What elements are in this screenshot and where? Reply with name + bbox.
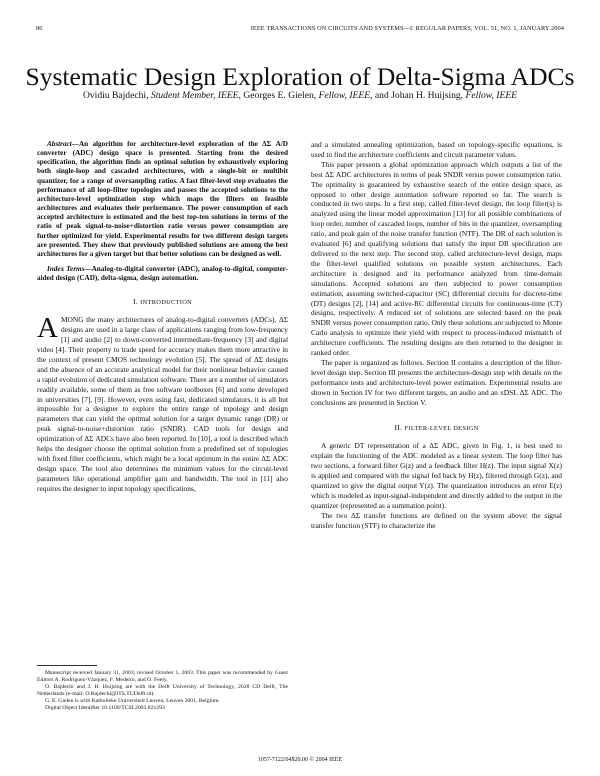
intro-paragraph-approach: This paper presents a global optimization approach which outputs a list of the best ΔΣ ADC architectures in terms of peak SNDR versus power consumption ratio. The optimality is guaranteed by exhaustive search of the entire design space, as opposed to other design automation software reported so far. The search is conducted in two steps. In a first step, called filter-level design, the loop filter(s) is analyzed using the linear model approximation [13] for all possible combinations of loop order, number of cascaded loops, number of bits in the quantizer, oversampling ratio, and peak gain of the noise transfer function (NTF). The DR of each solution is evaluated [6] and qualifying solutions that satisfy the input DR specification are delivered to the next step. The second step, called architecture-level design, maps the filter-level qualified solutions on possible system architectures. Each architecture is designed and its performance analyzed from time-domain simulations. Accepted solutions are then subjected to power consumption estimation, assuming switched-capacitor (SC) differential circuits for discrete-time (DT) designs [2], [14] and active-RC differential circuits for continuous-time (CT) designs, respectively. A reduced set of solutions are selected based on the peak SNDR versus power consumption ratio. Only these solutions are subjected to Monte Carlo analysis to optimize their yield with respect to process-induced mismatch of architecture coefficients. The resulting designs are then returned to the designer in ranked order.: [311, 159, 562, 358]
copyright-code: 1057-7122/04$20.00 © 2004 IEEE: [257, 757, 343, 763]
section-1-heading: [37, 297, 288, 308]
section-1-numeral: I.: [132, 297, 138, 307]
author-2-name: Georges E. Gielen,: [243, 90, 317, 101]
author-line: [20, 90, 580, 102]
filter-level-paragraph-1: A generic DT representation of a ΔΣ ADC, given in Fig. 1, is best used to explain the functioning of the ADC modeled as a linear system. The loop filter has two sections, a forward filter G(z) and a feedback filter H(z). The input signal X(z) is applied and compared with the signal fed back by H(z), filtered through G(z), and quantized to give the digital output Y(z). The quantization introduces an error E(z) which is modeled as input-signal-independent and directly added to the output in the quantizer (represented as a summation point).: [311, 441, 562, 510]
author-conjunction: and: [374, 90, 389, 101]
author-2-affiliation: Fellow, IEEE,: [318, 90, 373, 101]
page-number: 86: [36, 25, 43, 32]
filter-level-paragraph-2: The two ΔΣ transfer functions are defined on the system above: the signal transfer function (STF) to characterize the: [311, 510, 562, 530]
footnote: [37, 665, 288, 712]
index-terms: [37, 265, 288, 283]
index-terms-label: Index Terms—: [47, 265, 92, 274]
footnote-received: Manuscript received January 31, 2003; revised October 1, 2003. This paper was recommended by Guest Editors A. Rodríguez-Vázquez, F. Medeiro, and O. Feely.: [37, 670, 288, 683]
section-2-heading: [311, 423, 562, 434]
section-1-title: INTRODUCTION: [140, 299, 193, 307]
drop-cap: A: [37, 312, 58, 345]
author-1-name: Ovidiu Bajdechi,: [82, 90, 149, 101]
journal-header: IEEE TRANSACTIONS ON CIRCUITS AND SYSTEMS—I: REGULAR PAPERS, VOL. 51, NO. 1, JANUARY 2004: [250, 25, 564, 32]
author-3-affiliation: Fellow, IEEE: [465, 90, 518, 101]
running-head: [36, 25, 564, 35]
abstract-text: An algorithm for architecture-level exploration of the ΔΣ A/D converter (ADC) design space is presented. Starting from the desired specification, the algorithm finds an optimal solution by exhaustively exploring both single-loop and cascaded architectures, with a single-bit or multibit quantizer, for a range of oversampling ratios. A fast filter-level step evaluates the performance of all loop-filter topologies and passes the accepted solutions to the architecture-level optimization step which maps the filters on feasible architectures and evaluates their performance. The power consumption of each accepted architecture is estimated and the best top-ten solutions in terms of the ratio of peak signal-to-noise+distortion ratio versus power consumption are further optimized for yield. Experimental results for two different design targets are presented. They show that previously published solutions are among the best architectures for a given target but that better solutions can be designed as well.: [37, 140, 288, 258]
footnote-doi: Digital Object Identifier 10.1109/TCSI.2003.821293: [45, 705, 165, 711]
intro-text: MONG the many architectures of analog-to-digital converters (ADCs), ΔΣ designs are used in a large class of applications ranging from low-frequency [1] and audio [2] to down-converted intermediate-frequency [3] and digital video [4]. Their property to trade speed for accuracy makes them more attractive in the context of present CMOS technology evolution [5]. The spread of ΔΣ designs and the absence of an accurate analytical model for their nonlinear behavior caused a rapid evolution of dedicated simulation software. There are a number of simulators readily available, some of them as free software toolboxes [6] and some developed in universities [7], [9]. However, even using fast, dedicated simulators, it is all but impossible for a designer to explore the entire range of topology and design parameters that can yield the optimal solution for a target dynamic range (DR) or peak signal-to-noise+distortion ratio (SNDR). CAD tools for design and optimization of ΔΣ ADCs have also been reported. In [10], a tool is described which helps the designer choose the optimal solution from a predefined set of topologies with fixed filter coefficients, which might be a local optimum in the entire ΔΣ ADC design space. The tool also determines the minimum values for the circuit-level parameters like operational amplifier gain and bandwidth. The tool in [11] also requires the designer to input topology specifications,: [37, 315, 288, 493]
section-2-title: FILTER-LEVEL DESIGN: [404, 425, 479, 433]
footnote-affiliation-2: G. E. Gielen is with Katholieke Universiteit Leuven, Leuven 3001, Belgium.: [45, 698, 220, 704]
abstract: [37, 140, 288, 259]
author-3-name: Johan H. Huijsing,: [391, 90, 464, 101]
index-terms-text: Analog-to-digital converter (ADC), analog-to-digital, computer-aided design (CAD), delta-sigma, design automation.: [37, 265, 288, 283]
right-column: [311, 140, 562, 531]
section-2-numeral: II.: [394, 423, 403, 433]
author-1-affiliation: Student Member, IEEE,: [150, 90, 241, 101]
intro-paragraph-organization: The paper is organized as follows. Section II contains a description of the filter-level design step. Section III presents the architecture-design step with details on the performance tests and architecture-level power estimation. Experimental results are shown in Section IV for two different targets, an audio and an xDSL ΔΣ ADC. The conclusions are presented in Section V.: [311, 357, 562, 407]
footnote-affiliation-1: O. Bajdechi and J. H. Huijsing are with the Delft University of Technology, 2628 CD Delft, The Netherlands (e-mail: O.Bajdechi@ITS.TUDelft.nl).: [37, 684, 288, 697]
intro-paragraph: [37, 312, 288, 493]
left-column: [37, 140, 288, 494]
paper-title: Systematic Design Exploration of Delta-Sigma ADCs: [25, 62, 575, 91]
footnote-rule: [37, 665, 97, 666]
abstract-label: Abstract—: [47, 140, 79, 148]
intro-continued: and a simulated annealing optimization, based on topology-specific equations, is used to find the architecture coefficients and circuit parameter values.: [311, 140, 562, 159]
